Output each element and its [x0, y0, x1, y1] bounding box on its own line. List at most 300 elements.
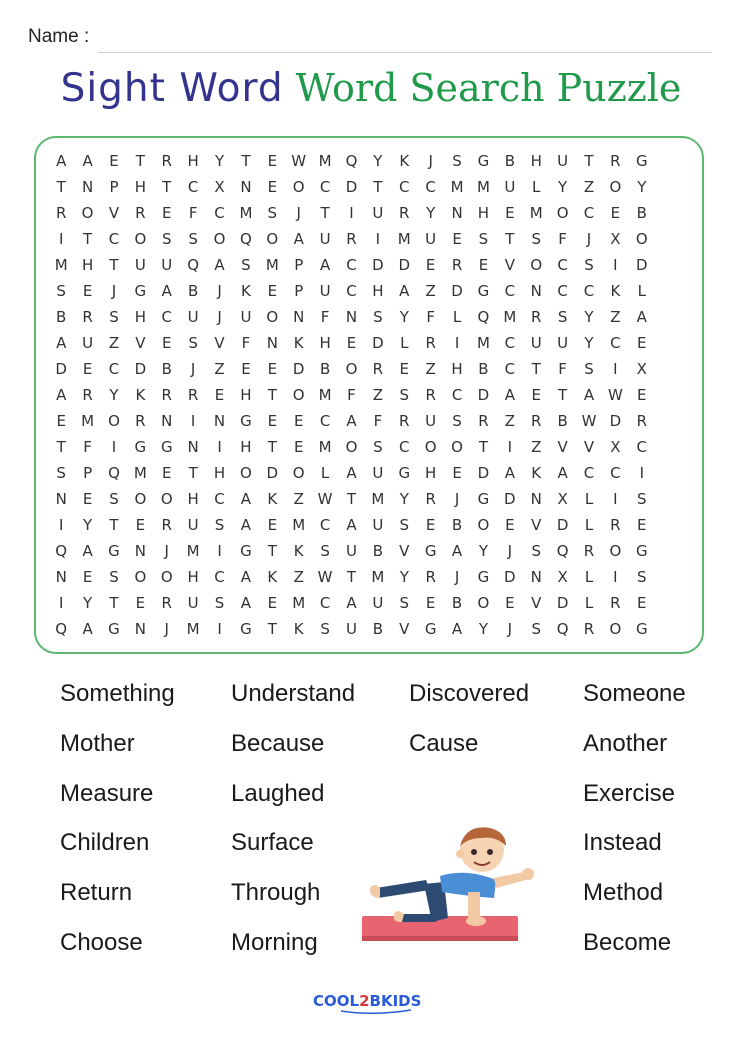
grid-letter[interactable]: F: [426, 308, 435, 326]
grid-letter[interactable]: H: [134, 308, 146, 326]
grid-letter[interactable]: L: [584, 568, 594, 586]
grid-letter[interactable]: D: [398, 256, 411, 274]
grid-letter[interactable]: U: [504, 178, 516, 196]
grid-letter[interactable]: C: [583, 464, 595, 482]
grid-letter[interactable]: U: [557, 152, 569, 170]
grid-letter[interactable]: Z: [425, 282, 436, 300]
grid-letter[interactable]: T: [373, 178, 383, 196]
grid-letter[interactable]: N: [134, 620, 146, 638]
grid-letter[interactable]: E: [267, 516, 278, 534]
grid-letter[interactable]: L: [584, 490, 594, 508]
grid-letter[interactable]: S: [478, 230, 489, 248]
grid-letter[interactable]: J: [454, 490, 460, 508]
grid-letter[interactable]: C: [108, 230, 120, 248]
grid-letter[interactable]: R: [478, 412, 489, 430]
grid-letter[interactable]: S: [399, 516, 410, 534]
grid-letter[interactable]: A: [399, 282, 410, 300]
grid-letter[interactable]: M: [186, 620, 200, 638]
grid-letter[interactable]: C: [557, 256, 568, 274]
grid-letter[interactable]: A: [346, 516, 357, 534]
grid-letter[interactable]: A: [504, 464, 515, 482]
grid-letter[interactable]: E: [135, 516, 146, 534]
grid-letter[interactable]: R: [425, 386, 436, 404]
grid-letter[interactable]: I: [639, 464, 644, 482]
grid-letter[interactable]: E: [452, 230, 462, 248]
grid-letter[interactable]: H: [425, 464, 437, 482]
grid-letter[interactable]: M: [371, 568, 385, 586]
grid-letter[interactable]: T: [346, 568, 357, 586]
grid-letter[interactable]: H: [530, 152, 542, 170]
grid-letter[interactable]: H: [240, 438, 252, 456]
grid-letter[interactable]: Y: [399, 568, 409, 586]
grid-letter[interactable]: U: [372, 594, 384, 612]
grid-letter[interactable]: N: [55, 568, 67, 586]
grid-letter[interactable]: A: [214, 256, 225, 274]
grid-letter[interactable]: E: [425, 594, 436, 612]
grid-letter[interactable]: T: [188, 464, 198, 482]
grid-letter[interactable]: S: [584, 360, 594, 378]
grid-letter[interactable]: Y: [83, 594, 93, 612]
grid-letter[interactable]: D: [345, 178, 358, 196]
grid-letter[interactable]: E: [425, 256, 436, 274]
grid-letter[interactable]: A: [56, 152, 67, 170]
grid-letter[interactable]: R: [531, 412, 542, 430]
grid-letter[interactable]: T: [558, 386, 568, 404]
grid-letter[interactable]: E: [531, 386, 541, 404]
grid-letter[interactable]: A: [240, 490, 252, 508]
grid-letter[interactable]: O: [635, 230, 648, 248]
grid-letter[interactable]: R: [399, 412, 410, 430]
grid-letter[interactable]: I: [58, 594, 64, 612]
name-input-line[interactable]: [98, 52, 712, 53]
grid-letter[interactable]: R: [610, 152, 621, 170]
grid-letter[interactable]: I: [217, 620, 222, 638]
grid-letter[interactable]: A: [240, 568, 252, 586]
grid-letter[interactable]: N: [451, 204, 463, 222]
grid-letter[interactable]: U: [346, 620, 357, 638]
grid-letter[interactable]: Z: [108, 334, 120, 352]
grid-letter[interactable]: E: [267, 282, 278, 300]
grid-letter[interactable]: M: [133, 464, 147, 482]
grid-letter[interactable]: T: [56, 178, 66, 196]
grid-letter[interactable]: H: [319, 334, 331, 352]
grid-letter[interactable]: E: [478, 256, 489, 274]
grid-letter[interactable]: S: [531, 620, 541, 638]
grid-letter[interactable]: H: [213, 464, 226, 482]
grid-letter[interactable]: C: [214, 490, 225, 508]
grid-letter[interactable]: T: [241, 152, 251, 170]
grid-letter[interactable]: A: [82, 620, 93, 638]
grid-letter[interactable]: E: [162, 334, 172, 352]
grid-letter[interactable]: I: [217, 438, 222, 456]
grid-letter[interactable]: A: [346, 594, 357, 612]
grid-letter[interactable]: N: [530, 282, 542, 300]
grid-letter[interactable]: Y: [584, 308, 594, 326]
grid-letter[interactable]: O: [345, 360, 358, 378]
grid-letter[interactable]: L: [637, 282, 646, 300]
grid-letter[interactable]: R: [610, 594, 621, 612]
grid-letter[interactable]: E: [399, 360, 410, 378]
grid-letter[interactable]: S: [373, 308, 383, 326]
grid-letter[interactable]: O: [609, 178, 622, 196]
grid-letter[interactable]: G: [477, 152, 490, 170]
grid-letter[interactable]: C: [346, 256, 357, 274]
grid-letter[interactable]: C: [610, 464, 621, 482]
grid-letter[interactable]: V: [214, 334, 225, 352]
grid-letter[interactable]: T: [320, 204, 330, 222]
grid-letter[interactable]: C: [319, 412, 331, 430]
grid-letter[interactable]: E: [241, 360, 251, 378]
grid-letter[interactable]: Y: [637, 178, 647, 196]
grid-letter[interactable]: T: [56, 438, 66, 456]
grid-letter[interactable]: M: [503, 308, 517, 326]
grid-letter[interactable]: E: [637, 594, 647, 612]
grid-letter[interactable]: X: [636, 360, 647, 378]
grid-letter[interactable]: I: [613, 360, 618, 378]
grid-letter[interactable]: E: [293, 438, 304, 456]
grid-letter[interactable]: A: [451, 620, 463, 638]
grid-letter[interactable]: P: [294, 282, 304, 300]
grid-letter[interactable]: B: [636, 204, 647, 222]
grid-letter[interactable]: W: [317, 490, 333, 508]
grid-letter[interactable]: G: [477, 282, 490, 300]
grid-letter[interactable]: H: [477, 204, 490, 222]
grid-letter[interactable]: O: [134, 230, 147, 248]
grid-letter[interactable]: O: [160, 490, 173, 508]
grid-letter[interactable]: Z: [531, 438, 542, 456]
grid-letter[interactable]: Q: [187, 256, 200, 274]
grid-letter[interactable]: Y: [109, 386, 119, 404]
grid-letter[interactable]: U: [372, 516, 384, 534]
grid-letter[interactable]: S: [399, 594, 410, 612]
grid-letter[interactable]: I: [58, 230, 64, 248]
grid-letter[interactable]: H: [240, 386, 252, 404]
grid-letter[interactable]: D: [556, 516, 569, 534]
grid-letter[interactable]: B: [504, 152, 515, 170]
grid-letter[interactable]: O: [345, 438, 358, 456]
grid-letter[interactable]: H: [187, 568, 199, 586]
grid-letter[interactable]: E: [505, 204, 515, 222]
grid-letter[interactable]: N: [187, 438, 199, 456]
grid-letter[interactable]: V: [399, 542, 410, 560]
grid-letter[interactable]: C: [214, 204, 225, 222]
grid-letter[interactable]: C: [108, 360, 120, 378]
grid-letter[interactable]: E: [214, 386, 225, 404]
grid-letter[interactable]: H: [372, 282, 384, 300]
grid-letter[interactable]: E: [267, 594, 278, 612]
grid-letter[interactable]: H: [187, 490, 199, 508]
grid-letter[interactable]: U: [161, 256, 173, 274]
grid-letter[interactable]: S: [320, 620, 330, 638]
grid-letter[interactable]: S: [109, 308, 119, 326]
grid-letter[interactable]: C: [425, 178, 436, 196]
grid-letter[interactable]: N: [161, 412, 173, 430]
grid-letter[interactable]: R: [451, 256, 463, 274]
grid-letter[interactable]: Y: [214, 152, 225, 170]
grid-letter[interactable]: E: [82, 282, 93, 300]
grid-letter[interactable]: K: [399, 152, 410, 170]
grid-letter[interactable]: V: [108, 204, 120, 222]
grid-letter[interactable]: W: [317, 568, 333, 586]
grid-letter[interactable]: O: [240, 464, 252, 482]
grid-letter[interactable]: I: [217, 542, 222, 560]
grid-letter[interactable]: A: [82, 152, 93, 170]
grid-letter[interactable]: S: [188, 230, 198, 248]
grid-letter[interactable]: E: [637, 516, 647, 534]
grid-letter[interactable]: B: [56, 308, 67, 326]
grid-letter[interactable]: D: [266, 464, 279, 482]
grid-letter[interactable]: T: [505, 230, 515, 248]
grid-letter[interactable]: R: [583, 542, 595, 560]
grid-letter[interactable]: Z: [583, 178, 595, 196]
grid-letter[interactable]: X: [610, 438, 621, 456]
grid-letter[interactable]: G: [108, 542, 120, 560]
grid-letter[interactable]: Y: [399, 308, 409, 326]
grid-letter[interactable]: O: [477, 594, 490, 612]
grid-letter[interactable]: R: [55, 204, 67, 222]
grid-letter[interactable]: E: [109, 152, 119, 170]
grid-letter[interactable]: Z: [293, 490, 304, 508]
grid-letter[interactable]: O: [292, 178, 305, 196]
grid-letter[interactable]: Z: [610, 308, 621, 326]
grid-letter[interactable]: M: [476, 334, 490, 352]
grid-letter[interactable]: K: [135, 386, 146, 404]
grid-letter[interactable]: C: [319, 516, 331, 534]
grid-letter[interactable]: W: [291, 152, 307, 170]
grid-letter[interactable]: U: [187, 308, 199, 326]
grid-letter[interactable]: O: [108, 412, 120, 430]
grid-letter[interactable]: K: [293, 334, 304, 352]
grid-letter[interactable]: T: [584, 152, 594, 170]
grid-letter[interactable]: Y: [373, 152, 383, 170]
grid-letter[interactable]: I: [375, 230, 381, 248]
grid-letter[interactable]: F: [558, 360, 567, 378]
grid-letter[interactable]: I: [613, 490, 618, 508]
grid-letter[interactable]: D: [134, 360, 147, 378]
grid-letter[interactable]: I: [349, 204, 354, 222]
grid-letter[interactable]: T: [83, 230, 93, 248]
grid-letter[interactable]: F: [347, 386, 356, 404]
grid-letter[interactable]: M: [239, 204, 253, 222]
grid-letter[interactable]: S: [531, 230, 541, 248]
grid-letter[interactable]: M: [371, 490, 385, 508]
grid-letter[interactable]: R: [161, 594, 172, 612]
grid-letter[interactable]: A: [319, 256, 331, 274]
grid-letter[interactable]: U: [187, 516, 199, 534]
grid-letter[interactable]: K: [267, 490, 278, 508]
grid-letter[interactable]: S: [56, 464, 66, 482]
grid-letter[interactable]: E: [56, 412, 66, 430]
grid-letter[interactable]: S: [373, 438, 383, 456]
grid-letter[interactable]: E: [267, 178, 278, 196]
grid-letter[interactable]: B: [161, 360, 172, 378]
grid-letter[interactable]: J: [507, 542, 513, 560]
grid-letter[interactable]: M: [397, 230, 411, 248]
grid-letter[interactable]: B: [372, 542, 384, 560]
grid-letter[interactable]: R: [161, 386, 172, 404]
grid-letter[interactable]: N: [55, 490, 67, 508]
grid-letter[interactable]: A: [636, 308, 647, 326]
grid-letter[interactable]: M: [265, 256, 279, 274]
grid-letter[interactable]: J: [507, 620, 513, 638]
grid-letter[interactable]: I: [111, 438, 117, 456]
grid-letter[interactable]: H: [451, 360, 463, 378]
grid-letter[interactable]: U: [530, 334, 542, 352]
grid-letter[interactable]: C: [504, 334, 516, 352]
grid-letter[interactable]: N: [345, 308, 358, 326]
grid-letter[interactable]: M: [450, 178, 464, 196]
grid-letter[interactable]: E: [82, 360, 93, 378]
grid-letter[interactable]: C: [399, 178, 410, 196]
grid-letter[interactable]: I: [58, 516, 64, 534]
grid-letter[interactable]: G: [477, 490, 490, 508]
grid-letter[interactable]: R: [372, 360, 384, 378]
grid-letter[interactable]: R: [425, 334, 436, 352]
grid-letter[interactable]: T: [135, 152, 145, 170]
grid-letter[interactable]: O: [424, 438, 437, 456]
grid-letter[interactable]: D: [636, 256, 648, 274]
grid-letter[interactable]: J: [217, 282, 222, 300]
grid-letter[interactable]: C: [346, 282, 357, 300]
grid-letter[interactable]: C: [161, 308, 172, 326]
grid-letter[interactable]: X: [557, 490, 568, 508]
grid-letter[interactable]: J: [164, 542, 169, 560]
grid-letter[interactable]: L: [584, 516, 594, 534]
grid-letter[interactable]: N: [213, 412, 226, 430]
grid-letter[interactable]: N: [530, 490, 542, 508]
grid-letter[interactable]: Z: [214, 360, 225, 378]
grid-letter[interactable]: M: [292, 594, 306, 612]
grid-letter[interactable]: L: [532, 178, 541, 196]
grid-letter[interactable]: E: [505, 516, 515, 534]
grid-letter[interactable]: Z: [504, 412, 515, 430]
grid-letter[interactable]: R: [161, 516, 172, 534]
grid-letter[interactable]: S: [399, 386, 410, 404]
grid-letter[interactable]: T: [109, 594, 119, 612]
grid-letter[interactable]: H: [81, 256, 94, 274]
grid-letter[interactable]: A: [56, 386, 67, 404]
grid-letter[interactable]: H: [134, 178, 146, 196]
grid-letter[interactable]: R: [82, 386, 93, 404]
grid-letter[interactable]: W: [581, 412, 597, 430]
grid-letter[interactable]: C: [399, 438, 410, 456]
grid-letter[interactable]: O: [556, 204, 569, 222]
grid-letter[interactable]: M: [292, 516, 306, 534]
grid-letter[interactable]: E: [162, 464, 172, 482]
grid-letter[interactable]: E: [267, 360, 278, 378]
grid-letter[interactable]: S: [320, 542, 330, 560]
grid-letter[interactable]: N: [530, 568, 542, 586]
grid-letter[interactable]: G: [240, 542, 252, 560]
grid-letter[interactable]: K: [293, 542, 304, 560]
grid-letter[interactable]: S: [214, 516, 225, 534]
grid-letter[interactable]: J: [586, 230, 592, 248]
grid-letter[interactable]: S: [56, 282, 66, 300]
grid-letter[interactable]: I: [613, 256, 618, 274]
grid-letter[interactable]: A: [82, 542, 93, 560]
grid-letter[interactable]: S: [214, 594, 225, 612]
grid-letter[interactable]: O: [213, 230, 226, 248]
grid-letter[interactable]: Z: [425, 360, 436, 378]
grid-letter[interactable]: J: [454, 568, 460, 586]
grid-letter[interactable]: T: [267, 620, 277, 638]
grid-letter[interactable]: C: [583, 282, 595, 300]
grid-letter[interactable]: S: [637, 568, 647, 586]
grid-letter[interactable]: C: [636, 438, 648, 456]
grid-letter[interactable]: T: [478, 438, 489, 456]
grid-letter[interactable]: Q: [556, 542, 569, 560]
grid-letter[interactable]: F: [241, 334, 251, 352]
grid-letter[interactable]: E: [267, 412, 278, 430]
grid-letter[interactable]: A: [240, 516, 252, 534]
grid-letter[interactable]: A: [161, 282, 172, 300]
grid-letter[interactable]: M: [81, 412, 95, 430]
grid-letter[interactable]: Y: [558, 178, 568, 196]
grid-letter[interactable]: G: [134, 438, 147, 456]
grid-letter[interactable]: Y: [399, 490, 409, 508]
grid-letter[interactable]: V: [531, 594, 542, 612]
grid-letter[interactable]: P: [109, 178, 119, 196]
grid-letter[interactable]: R: [187, 386, 199, 404]
grid-letter[interactable]: G: [424, 620, 437, 638]
grid-letter[interactable]: K: [531, 464, 542, 482]
grid-letter[interactable]: W: [607, 386, 623, 404]
grid-letter[interactable]: D: [477, 386, 490, 404]
grid-letter[interactable]: S: [452, 152, 462, 170]
grid-letter[interactable]: R: [346, 230, 357, 248]
grid-letter[interactable]: O: [451, 438, 463, 456]
grid-letter[interactable]: X: [557, 568, 568, 586]
grid-letter[interactable]: R: [425, 568, 436, 586]
grid-letter[interactable]: M: [529, 204, 543, 222]
grid-letter[interactable]: T: [109, 516, 119, 534]
grid-letter[interactable]: U: [319, 282, 331, 300]
grid-letter[interactable]: A: [451, 542, 463, 560]
grid-letter[interactable]: P: [83, 464, 93, 482]
grid-letter[interactable]: S: [267, 204, 278, 222]
grid-letter[interactable]: D: [556, 594, 569, 612]
grid-letter[interactable]: R: [161, 152, 172, 170]
grid-letter[interactable]: B: [451, 594, 463, 612]
grid-letter[interactable]: M: [54, 256, 68, 274]
grid-letter[interactable]: D: [609, 412, 622, 430]
grid-letter[interactable]: E: [425, 516, 436, 534]
grid-letter[interactable]: K: [267, 568, 278, 586]
grid-letter[interactable]: P: [294, 256, 304, 274]
grid-letter[interactable]: J: [190, 360, 196, 378]
grid-letter[interactable]: G: [160, 438, 173, 456]
grid-letter[interactable]: J: [111, 282, 117, 300]
grid-letter[interactable]: G: [240, 620, 252, 638]
grid-letter[interactable]: M: [318, 386, 332, 404]
grid-letter[interactable]: C: [557, 282, 568, 300]
grid-letter[interactable]: U: [187, 594, 199, 612]
grid-letter[interactable]: U: [134, 256, 146, 274]
grid-letter[interactable]: T: [346, 490, 357, 508]
grid-letter[interactable]: E: [267, 152, 278, 170]
grid-letter[interactable]: G: [398, 464, 411, 482]
grid-letter[interactable]: M: [318, 438, 332, 456]
grid-letter[interactable]: B: [372, 620, 384, 638]
grid-letter[interactable]: J: [217, 308, 222, 326]
grid-letter[interactable]: U: [372, 464, 384, 482]
grid-letter[interactable]: Y: [478, 542, 489, 560]
grid-letter[interactable]: D: [477, 464, 490, 482]
grid-letter[interactable]: U: [82, 334, 94, 352]
grid-letter[interactable]: C: [187, 178, 199, 196]
grid-letter[interactable]: H: [187, 152, 199, 170]
grid-letter[interactable]: V: [557, 438, 568, 456]
